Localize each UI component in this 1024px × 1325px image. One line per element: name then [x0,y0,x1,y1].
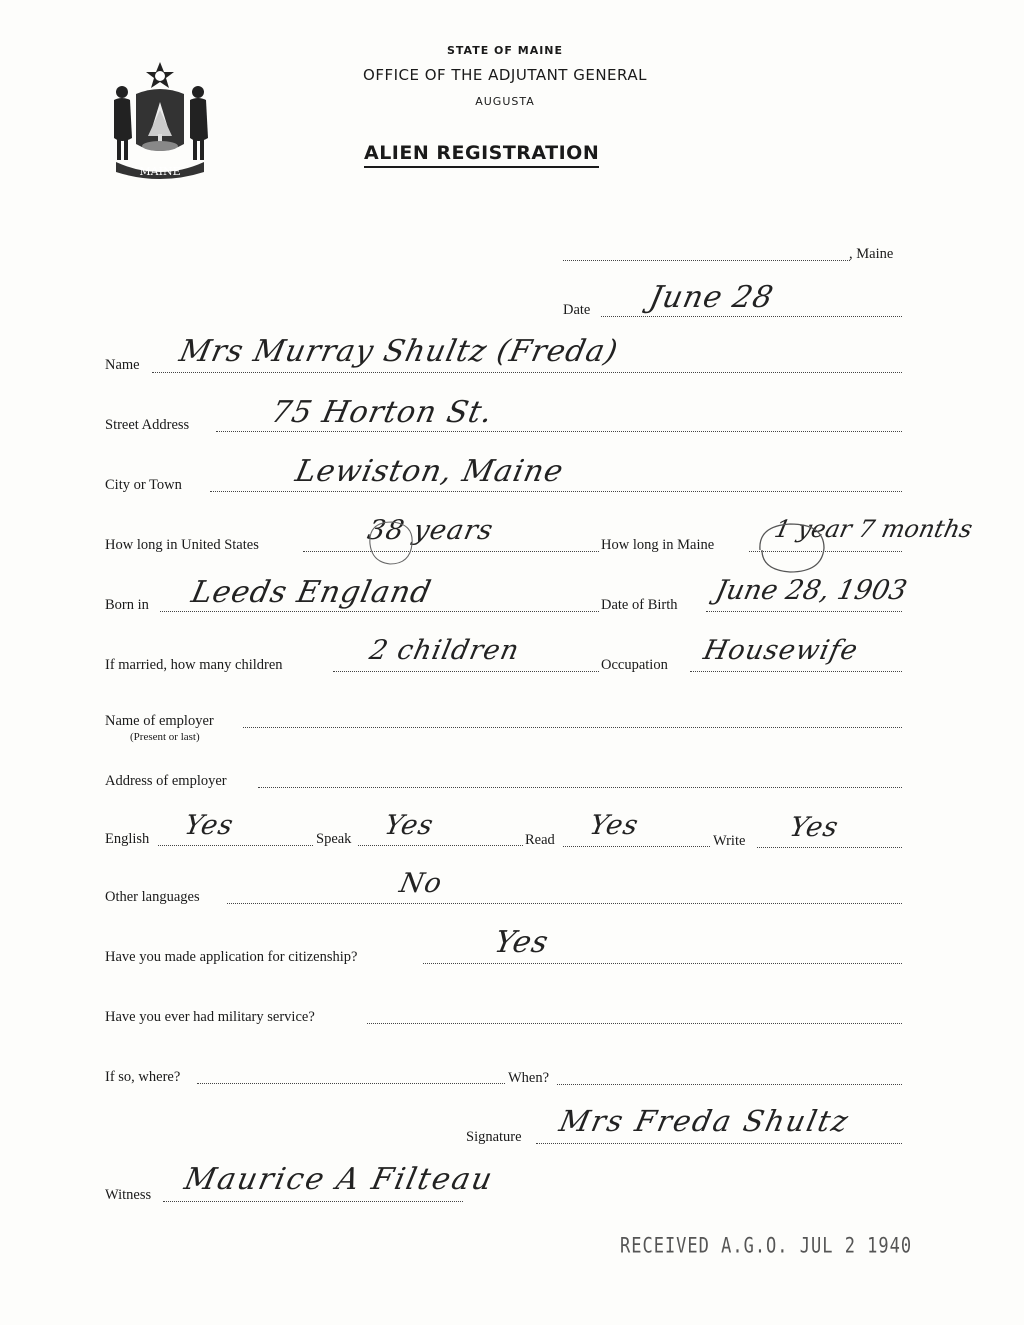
citizenship-value: Yes [491,925,553,960]
write-value: Yes [786,812,842,843]
children-value: 2 children [366,635,523,666]
pen-circle-mark [750,520,830,576]
witness-label: Witness [105,1187,152,1203]
dob-label: Date of Birth [601,597,678,613]
maine-label: , Maine [849,246,894,262]
form-title: ALIEN REGISTRATION [364,142,599,168]
english-value: Yes [181,810,237,841]
english-label: English [105,831,150,847]
header-city: AUGUSTA [475,95,535,108]
speak-line [358,845,523,846]
english-line [158,845,313,846]
city-value: Lewiston, Maine [292,454,567,489]
citizenship-line [423,963,902,964]
signature-value: Mrs Freda Shultz [556,1104,853,1138]
witness-line [163,1201,463,1202]
occupation-value: Housewife [700,635,862,666]
speak-label: Speak [316,831,352,847]
dob-value: June 28, 1903 [712,575,910,606]
received-stamp: RECEIVED A.G.O. JUL 2 1940 [620,1233,913,1259]
employer-address-label: Address of employer [105,773,227,789]
born-label: Born in [105,597,149,613]
city-line [210,491,902,492]
street-line [216,431,902,432]
date-value: June 28 [646,280,777,315]
employer-line [243,727,902,728]
write-label: Write [713,833,746,849]
occupation-label: Occupation [601,657,668,673]
born-value: Leeds England [188,575,435,610]
other-languages-label: Other languages [105,889,200,905]
read-label: Read [525,832,555,848]
name-label: Name [105,357,140,373]
military-label: Have you ever had military service? [105,1009,315,1025]
where-label: If so, where? [105,1069,181,1085]
street-label: Street Address [105,417,190,433]
citizenship-label: Have you made application for citizenship? [105,949,358,965]
speak-value: Yes [381,810,437,841]
city-label: City or Town [105,477,182,493]
dob-line [706,611,902,612]
read-line [563,846,710,847]
other-languages-value: No [396,868,446,899]
how-long-us-value: 38 years [364,515,497,546]
pen-circle-mark-2 [360,518,420,568]
name-value: Mrs Murray Shultz (Freda) [176,334,622,369]
how-long-us-label: How long in United States [105,537,259,553]
when-line [557,1084,902,1085]
how-long-maine-value: 1 year 7 months [772,515,976,543]
name-line [152,372,902,373]
where-line [197,1083,505,1084]
employer-address-line [258,787,902,788]
signature-label: Signature [466,1129,522,1145]
header-office: OFFICE OF THE ADJUTANT GENERAL [363,66,647,84]
other-languages-line [227,903,902,904]
signature-line [536,1143,902,1144]
children-line [333,671,599,672]
children-label: If married, how many children [105,657,283,673]
employer-label: Name of employer [105,713,214,729]
state-seal-icon [108,58,212,182]
date-label: Date [563,302,591,318]
street-value: 75 Horton St. [268,395,497,430]
occupation-line [690,671,902,672]
employer-sub-label: (Present or last) [130,731,200,743]
date-line [601,316,902,317]
seal-text: MAINE [139,165,181,178]
military-line [367,1023,902,1024]
header-state: STATE OF MAINE [446,44,564,57]
when-label: When? [508,1070,550,1086]
how-long-maine-label: How long in Maine [601,537,715,553]
witness-value: Maurice A Filteau [181,1162,497,1197]
born-line [160,611,599,612]
read-value: Yes [586,810,642,841]
town-line [563,260,850,261]
write-line [757,847,902,848]
how-long-us-line [303,551,599,552]
